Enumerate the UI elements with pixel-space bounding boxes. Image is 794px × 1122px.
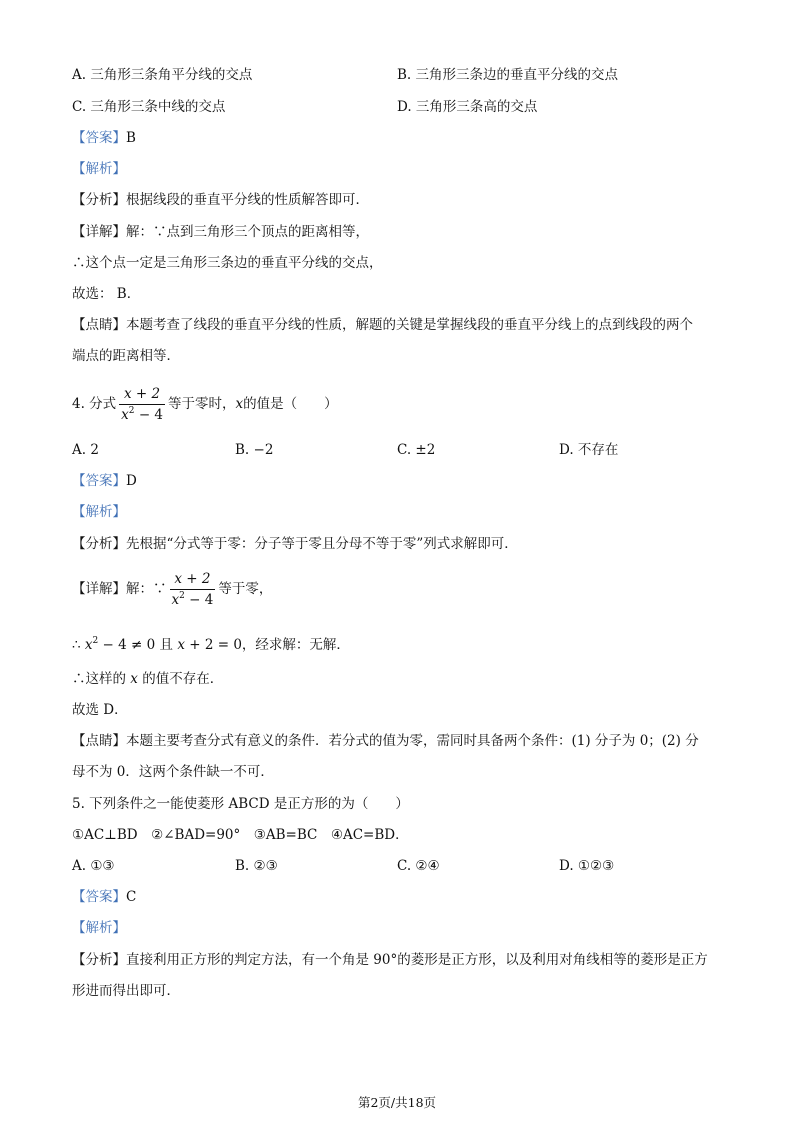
fraction-numerator: x + 2	[174, 571, 211, 587]
comment-text: 本题主要考查分式有意义的条件．若分式的值为零，需同时具备两个条件：(1) 分子为 0；(2) 分	[126, 733, 699, 749]
q5-answer-line	[72, 891, 136, 905]
answer-tag: 【答案】	[72, 130, 126, 146]
q4-jiexi-tag: 【解析】	[72, 504, 126, 520]
q4-option-a: A. 2	[72, 442, 99, 458]
analysis-tag: 【分析】	[72, 536, 126, 552]
q3-option-d: D. 三角形三条高的交点	[397, 99, 538, 115]
q5-analysis-1	[72, 954, 708, 968]
den-var: x	[121, 406, 129, 423]
fraction-denominator	[170, 589, 216, 608]
q4-comment-1	[72, 735, 699, 749]
den-exp: 2	[128, 405, 135, 416]
q4-comment-2: 母不为 0．这两个条件缺一不可．	[72, 764, 274, 780]
q3-detail-2: ∴这个点一定是三角形三条边的垂直平分线的交点，	[72, 255, 383, 271]
therefore-2-suffix: 的值不存在．	[137, 671, 224, 687]
detail-tag: 【详解】	[72, 581, 126, 598]
analysis-tag: 【分析】	[72, 952, 126, 968]
q4-option-c: C. ±2	[397, 442, 436, 458]
analysis-text: 直接利用正方形的判定方法，有一个角是 90°的菱形是正方形，以及利用对角线相等的菱形是正方	[126, 952, 708, 968]
answer-tag: 【答案】	[72, 889, 126, 905]
detail-suffix: 等于零，	[218, 581, 273, 598]
eq-rest: + 2 = 0	[184, 637, 242, 653]
eq-var: x	[177, 637, 185, 653]
q3-choose: 故选： B．	[72, 286, 141, 302]
q3-option-b: B. 三角形三条边的垂直平分线的交点	[397, 67, 619, 83]
detail-text: 解：∵点到三角形三个顶点的距离相等，	[126, 224, 369, 240]
q3-option-c: C. 三角形三条中线的交点	[72, 99, 226, 115]
q5-stem: 5. 下列条件之一能使菱形 ABCD 是正方形的为（ ）	[72, 796, 409, 812]
analysis-text: 先根据“分式等于零：分子等于零且分母不等于零”列式求解即可．	[126, 536, 518, 552]
q5-jiexi-tag: 【解析】	[72, 920, 126, 936]
q3-option-a: A. 三角形三条角平分线的交点	[72, 67, 253, 83]
comment-tag: 【点睛】	[72, 317, 126, 333]
q4-detail-fraction	[170, 573, 216, 607]
q3-answer: B	[126, 130, 136, 146]
q5-conditions: ①AC⊥BD ②∠BAD=90° ③AB=BC ④AC=BD．	[72, 827, 409, 843]
q4-therefore-2	[72, 673, 223, 687]
ineq-var: x	[84, 637, 93, 653]
q5-option-d: D. ①②③	[559, 858, 615, 874]
q3-detail-1	[72, 226, 369, 240]
q4-suffix-2: 的值是（ ）	[243, 396, 338, 413]
and-word: 且	[155, 637, 178, 653]
analysis-text: 根据线段的垂直平分线的性质解答即可．	[126, 192, 369, 208]
den-exp: 2	[179, 590, 185, 601]
q4-var: x	[235, 396, 244, 413]
detail-prefix: 解：∵	[126, 581, 167, 598]
q4-option-b: B. −2	[235, 442, 274, 458]
q4-suffix-1: 等于零时，	[168, 396, 236, 413]
den-var: x	[171, 591, 180, 608]
q4-answer: D	[126, 473, 137, 489]
q3-comment-1	[72, 319, 693, 333]
page-footer: 第2页/共18页	[357, 1095, 437, 1110]
q4-therefore-1	[72, 637, 350, 653]
den-rest: − 4	[134, 406, 164, 423]
q5-option-c: C. ②④	[397, 858, 440, 874]
q4-choose: 故选 D．	[72, 702, 128, 718]
q4-analysis	[72, 538, 518, 552]
den-rest: − 4	[184, 591, 214, 608]
therefore-2-prefix: ∴这样的	[72, 671, 131, 687]
comment-text: 本题考查了线段的垂直平分线的性质，解题的关键是掌握线段的垂直平分线上的点到线段的两个	[126, 317, 693, 333]
comment-tag: 【点睛】	[72, 733, 126, 749]
q5-option-a: A. ①③	[72, 858, 115, 874]
fraction-denominator	[119, 404, 165, 423]
therefore-2-var: x	[130, 671, 138, 687]
q4-option-d: D. 不存在	[559, 442, 619, 458]
fraction-numerator: x + 2	[124, 386, 161, 402]
ineq-rest: − 4 ≠ 0	[98, 637, 156, 653]
q3-comment-2: 端点的距离相等．	[72, 348, 180, 364]
solve-text: ，经求解：无解．	[241, 637, 350, 653]
q4-fraction	[119, 388, 165, 422]
q4-prefix: 4. 分式	[72, 396, 117, 413]
analysis-tag: 【分析】	[72, 192, 126, 208]
therefore-symbol: ∴	[72, 637, 85, 653]
q3-answer-line	[72, 132, 136, 146]
q4-detail	[72, 573, 272, 607]
q3-analysis	[72, 194, 369, 208]
q5-option-b: B. ②③	[235, 858, 278, 874]
ineq-exp: 2	[92, 636, 99, 646]
q5-answer: C	[126, 889, 137, 905]
q3-jiexi-tag: 【解析】	[72, 161, 126, 177]
answer-tag: 【答案】	[72, 473, 126, 489]
q4-stem	[72, 388, 338, 422]
detail-tag: 【详解】	[72, 224, 126, 240]
q5-analysis-2: 形进而得出即可．	[72, 983, 180, 999]
q4-answer-line	[72, 475, 137, 489]
